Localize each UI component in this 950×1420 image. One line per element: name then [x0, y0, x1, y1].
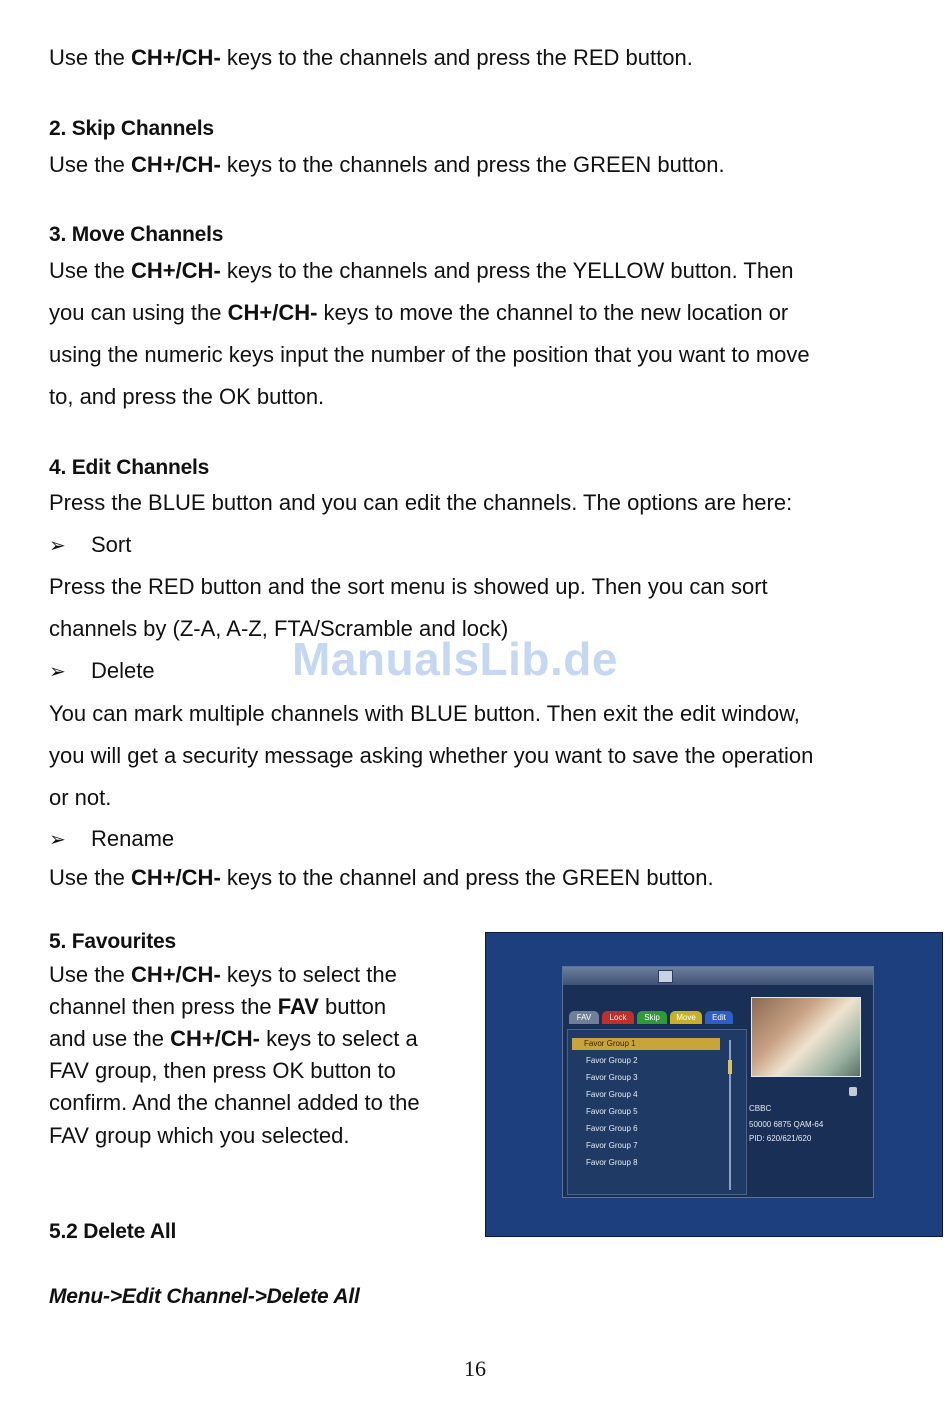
fav-group-item[interactable]: Favor Group 5	[586, 1107, 638, 1116]
sort-text-2: channels by (Z-A, A-Z, FTA/Scramble and lock)	[49, 616, 509, 641]
channel-params: 50000 6875 QAM-64	[749, 1120, 824, 1129]
lock-icon	[849, 1087, 857, 1096]
fav-group-item[interactable]: Favor Group 1	[572, 1038, 720, 1050]
intro-text: Use the CH+/CH- keys to the channels and press the RED button.	[49, 45, 693, 70]
edit-text-1: Press the BLUE button and you can edit the channels. The options are here:	[49, 490, 793, 515]
delete-text-2: you will get a security message asking whether you want to save the operation	[49, 743, 814, 768]
heading-edit-channels: 4. Edit Channels	[49, 456, 210, 479]
fav-group-item[interactable]: Favor Group 8	[586, 1158, 638, 1167]
arrow-bullet-icon: ➢	[49, 661, 66, 683]
tab-skip[interactable]: Skip	[637, 1011, 667, 1024]
fav-text-1: Use the CH+/CH- keys to select the	[49, 962, 397, 987]
skip-text: Use the CH+/CH- keys to the channels and press the GREEN button.	[49, 152, 725, 177]
fav-group-list	[567, 1029, 747, 1195]
fav-group-item[interactable]: Favor Group 4	[586, 1090, 638, 1099]
fav-text-2: channel then press the FAV button	[49, 994, 387, 1019]
move-text-4: to, and press the OK button.	[49, 384, 325, 409]
delete-text-3: or not.	[49, 785, 112, 810]
sort-text-1: Press the RED button and the sort menu is showed up. Then you can sort	[49, 574, 768, 599]
fav-group-item[interactable]: Favor Group 6	[586, 1124, 638, 1133]
delete-text-1: You can mark multiple channels with BLUE button. Then exit the edit window,	[49, 701, 800, 726]
page-number: 16	[464, 1356, 486, 1381]
fav-group-item[interactable]: Favor Group 3	[586, 1073, 638, 1082]
bullet-rename: ➢ Rename	[49, 826, 175, 851]
move-text-2: you can using the CH+/CH- keys to move the channel to the new location or	[49, 300, 789, 325]
menu-title-bar	[563, 967, 873, 985]
bullet-sort: ➢ Sort	[49, 532, 132, 557]
heading-delete-all: 5.2 Delete All	[49, 1220, 177, 1243]
move-text-3: using the numeric keys input the number of the position that you want to move	[49, 342, 810, 367]
heading-move-channels: 3. Move Channels	[49, 223, 224, 246]
tab-lock[interactable]: Lock	[602, 1011, 634, 1024]
tab-fav[interactable]: FAV	[569, 1011, 599, 1024]
heading-favourites: 5. Favourites	[49, 930, 176, 953]
fav-text-3: and use the CH+/CH- keys to select a	[49, 1026, 418, 1051]
arrow-bullet-icon: ➢	[49, 535, 66, 557]
bullet-delete: ➢ Delete	[49, 658, 155, 683]
menu-window	[562, 966, 874, 1198]
list-scrollbar-thumb[interactable]	[728, 1060, 732, 1074]
fav-text-6: FAV group which you selected.	[49, 1123, 350, 1148]
fav-text-5: confirm. And the channel added to the	[49, 1090, 420, 1115]
fav-group-item[interactable]: Favor Group 7	[586, 1141, 638, 1150]
channel-name: CBBC	[749, 1104, 772, 1113]
heading-skip-channels: 2. Skip Channels	[49, 117, 214, 140]
rename-text: Use the CH+/CH- keys to the channel and press the GREEN button.	[49, 865, 714, 890]
menu-icon	[658, 970, 673, 983]
channel-pid: PID: 620/621/620	[749, 1134, 812, 1143]
fav-group-item[interactable]: Favor Group 2	[586, 1056, 638, 1065]
arrow-bullet-icon: ➢	[49, 829, 66, 851]
watermark: ManualsLib.de	[292, 633, 618, 685]
fav-text-4: FAV group, then press OK button to	[49, 1058, 396, 1083]
menu-path: Menu->Edit Channel->Delete All	[49, 1285, 360, 1308]
tab-edit[interactable]: Edit	[705, 1011, 733, 1024]
fav-screenshot	[485, 932, 943, 1237]
channel-preview-image	[751, 997, 861, 1077]
move-text-1: Use the CH+/CH- keys to the channels and press the YELLOW button. Then	[49, 258, 794, 283]
tab-move[interactable]: Move	[670, 1011, 702, 1024]
